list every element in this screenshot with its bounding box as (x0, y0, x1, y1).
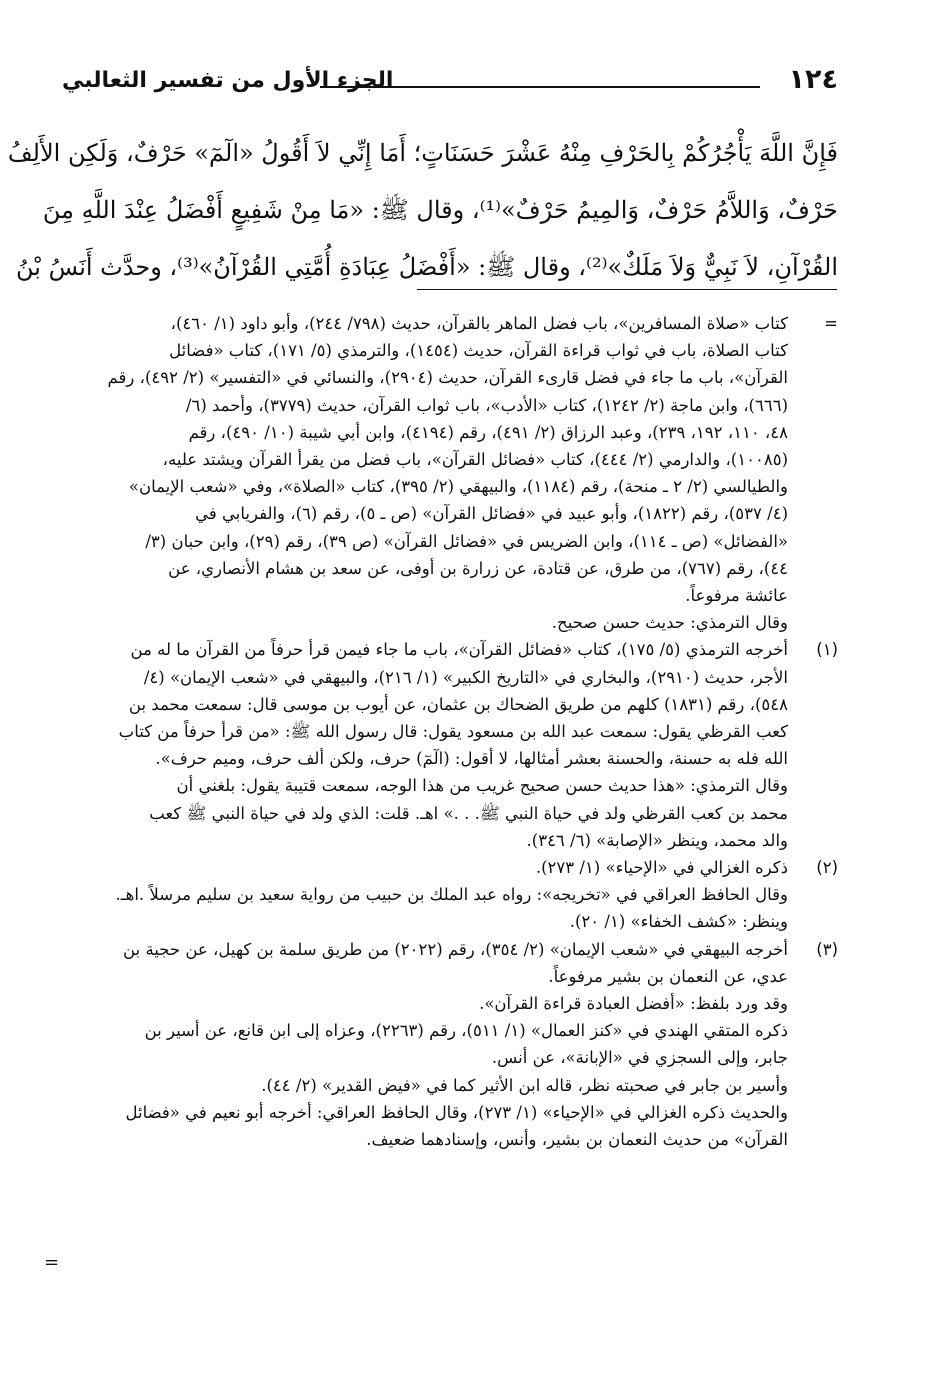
footnote-separator (417, 289, 837, 290)
main-text-line: حَرْفٌ، وَاللاَّمُ حَرْفٌ، وَالمِيمُ حَرْفٌ»⁽¹⁾، وقال ﷺ: «مَا مِنْ شَفِيعٍ أَفْضَلُ عِنْدَ اللَّهِ مِنَ (42, 196, 838, 224)
footnote-line: أخرجه البيهقي في «شعب الإيمان» (٢/ ٣٥٤)، رقم (٢٠٢٢) من طريق سلمة بن كهيل، عن حجية بن (123, 939, 788, 959)
footnote-line: كتاب الصلاة، باب في ثواب قراءة القرآن، حديث (١٤٥٤)، والترمذي (٥/ ١٧١)، كتاب «فضائل (169, 341, 788, 361)
footnote-number: (١) (816, 640, 838, 660)
footnote-line: (١٠٠٨٥)، والدارمي (٢/ ٤٤٤)، كتاب «فضائل القرآن»، باب فضل من يقرأ القرآن ويشتد عليه، (162, 450, 788, 470)
footnote-1 (62, 636, 838, 854)
main-text (7, 125, 838, 296)
footnote-number: (٢) (816, 858, 838, 878)
footnote-line: وقال الترمذي: «هذا حديث حسن صحيح غريب من هذا الوجه، سمعت قتيبة يقول: بلغني أن (176, 776, 788, 796)
main-text-line: فَإِنَّ اللَّهَ يَأْجُرُكُمْ بِالحَرْفِ مِنْهُ عَشْرَ حَسَنَاتٍ؛ أَمَا إِنِّي لاَ أَقُولُ «الٓمٓ» حَرْفٌ، وَلَكِن الأَلِفُ (7, 139, 838, 167)
footnote-line: وقد ورد بلفظ: «أفضل العبادة قراءة القرآن». (479, 994, 788, 1014)
footnote-line: ٤٨، ١١٠، ١٩٢، ٢٣٩)، وعبد الرزاق (٢/ ٤٩١)، رقم (٤١٩٤)، وابن أبي شيبة (١٠/ ٤٩٠)، رقم (188, 422, 788, 442)
footnote-line: والد محمد، وينظر «الإصابة» (٦/ ٣٤٦). (526, 830, 788, 850)
page-number: ١٢٤ (788, 64, 838, 95)
footnote-line: ذكره المتقي الهندي في «كنز العمال» (١/ ٥١١)، رقم (٢٢٦٣)، وعزاه إلى ابن قانع، عن أسير بن (144, 1021, 788, 1041)
footnote-line: كتاب «صلاة المسافرين»، باب فضل الماهر بالقرآن، حديث (٧٩٨/ ٢٤٤)، وأبو داود (١/ ٤٦٠)، (170, 314, 788, 333)
footnote-line: عائشة مرفوعاً. (685, 586, 788, 606)
footnote-line: القرآن» من حديث النعمان بن بشير، وأنس، وإسنادهما ضعيف. (366, 1130, 788, 1150)
footnote-line: جابر، وإلى السجزي في «الإبانة»، عن أنس. (491, 1048, 788, 1068)
footnote-line: (٤/ ٥٣٧)، رقم (١٨٢٢)، وأبو عبيد في «فضائل القرآن» (ص ـ ٥)، رقم (٦)، والفريابي في (195, 504, 788, 524)
footnote-number: (٣) (816, 939, 838, 959)
footnote-line: وقال الحافظ العراقي في «تخريجه»: رواه عبد الملك بن حبيب من رواية سعيد بن سليم مرسلاً .اهـ. (115, 885, 788, 905)
footnote-line: ٥٤٨)، رقم (١٨٣١) كلهم من طريق الضحاك بن عثمان، عن أيوب بن موسى قال: سمعت محمد بن (128, 694, 788, 714)
footnote-line: وقال الترمذي: حديث حسن صحيح. (551, 613, 788, 633)
footnotes (62, 310, 838, 1153)
running-title: الجزء الأول من تفسير الثعالبي (62, 68, 394, 93)
footnote-line: ٤٤)، رقم (٧٦٧)، من طرق، عن قتادة، عن زرارة بن أوفى، عن سعد بن هشام الأنصاري، عن (168, 558, 788, 578)
footnote-marker: = (824, 314, 838, 333)
footnote-line: الله فله به حسنة، والحسنة بعشر أمثالها، لا أقول: (الٓمٓ) حرف، ولكن ألف حرف، وميم حرف». (155, 749, 788, 769)
footnote-continued (62, 310, 838, 636)
footnote-2 (62, 854, 838, 936)
footnote-3 (62, 936, 838, 1154)
footnote-line: عدي، عن النعمان بن بشير مرفوعاً. (548, 966, 788, 986)
footnote-line: ذكره الغزالي في «الإحياء» (١/ ٢٧٣). (535, 858, 788, 878)
main-text-line: القُرْآنِ، لاَ نَبِيٌّ وَلاَ مَلَكٌ»⁽²⁾، وقال ﷺ: «أَفْضَلُ عِبَادَةِ أُمَّتِي القُرْآنُ»⁽³⁾، وحدَّث أَنَسُ بْنُ (16, 253, 838, 281)
footnote-line: الأجر، حديث (٢٩١٠)، والبخاري في «التاريخ الكبير» (١/ ٢١٦)، والبيهقي في «شعب الإيمان» (٤/ (143, 667, 788, 687)
continuation-marker: = (44, 1252, 60, 1273)
footnote-line: أخرجه الترمذي (٥/ ١٧٥)، كتاب «فضائل القرآن»، باب ما جاء فيمن قرأ حرفاً من القرآن ما له من (130, 640, 788, 660)
page-header (62, 62, 838, 102)
footnote-line: (٦٦٦)، وابن ماجة (٢/ ١٢٤٢)، كتاب «الأدب»، باب ثواب القرآن، حديث (٣٧٧٩)، وأحمد (٦/ (185, 395, 788, 415)
footnote-line: والطيالسي (٢/ ٢ ـ منحة)، رقم (١١٨٤)، والبيهقي (٢/ ٣٩٥)، كتاب «الصلاة»، وفي «شعب الإيمان» (128, 477, 788, 497)
footnote-line: «الفضائل» (ص ـ ١١٤)، وابن الضريس في «فضائل القرآن» (ص ٣٩)، رقم (٢٩)، وابن حبان (٣/ (145, 531, 788, 551)
footnote-line: كعب القرظي يقول: سمعت عبد الله بن مسعود يقول: قال رسول الله ﷺ: «من قرأ حرفاً من كتاب (118, 722, 788, 742)
footnote-line: وينظر: «كشف الخفاء» (١/ ٢٠). (569, 912, 788, 932)
footnote-line: محمد بن كعب القرظي ولد في حياة النبي ﷺ. . .» اهـ. قلت: الذي ولد في حياة النبي ﷺ كعب (149, 803, 788, 823)
footnote-line: القرآن»، باب ما جاء في فضل قارىء القرآن، حديث (٢٩٠٤)، والنسائي في «التفسير» (٢/ ٤٩٢)، رقم (107, 368, 788, 388)
footnote-line: والحديث ذكره الغزالي في «الإحياء» (١/ ٢٧٣)، وقال الحافظ العراقي: أخرجه أبو نعيم في «فضائل (125, 1102, 788, 1122)
footnote-line: وأسير بن جابر في صحبته نظر، قاله ابن الأثير كما في «فيض القدير» (٢/ ٤٤). (261, 1075, 788, 1095)
